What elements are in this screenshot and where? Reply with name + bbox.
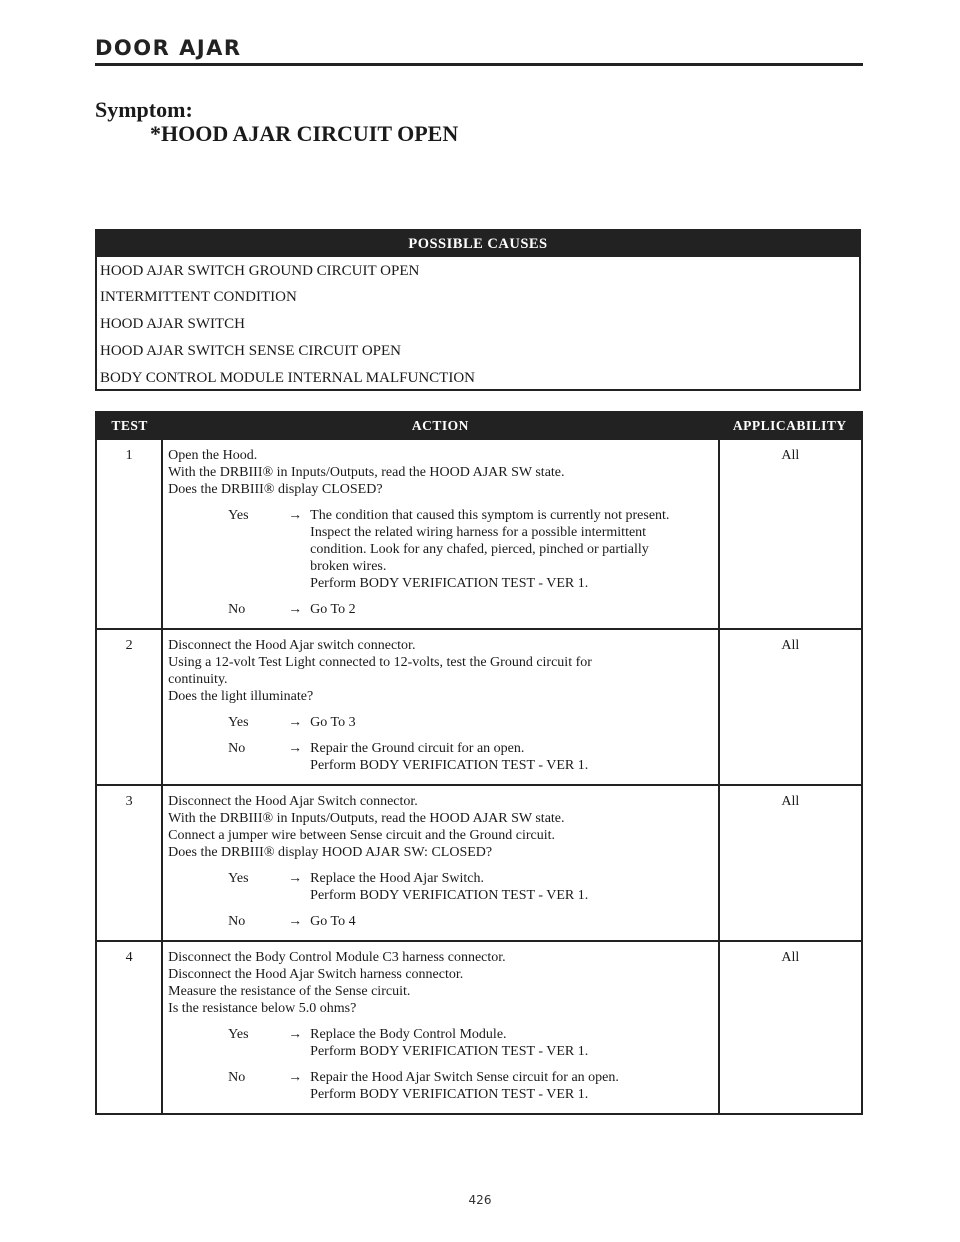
result-text bbox=[310, 913, 712, 930]
result-branch bbox=[168, 1026, 712, 1060]
result-text bbox=[310, 1069, 712, 1103]
result-branch bbox=[168, 1069, 712, 1103]
cause-item: HOOD AJAR SWITCH bbox=[100, 316, 246, 332]
action-line: Measure the resistance of the Sense circuit. bbox=[168, 984, 411, 999]
test-applicability: All bbox=[719, 439, 862, 629]
result-text-line: Repair the Ground circuit for an open. bbox=[310, 741, 525, 756]
arrow-right-icon: → bbox=[288, 741, 303, 756]
action-line: Does the light illuminate? bbox=[168, 689, 314, 704]
action-line: Disconnect the Body Control Module C3 harness connector. bbox=[168, 950, 506, 965]
action-line: Connect a jumper wire between Sense circuit and the Ground circuit. bbox=[168, 828, 555, 843]
result-text-line: Repair the Hood Ajar Switch Sense circuit for an open. bbox=[310, 1070, 619, 1085]
table-header-row bbox=[96, 412, 862, 439]
result-text-line: Perform BODY VERIFICATION TEST - VER 1. bbox=[310, 888, 589, 903]
result-text bbox=[310, 507, 712, 592]
result-answer: Yes bbox=[228, 508, 249, 523]
test-number: 4 bbox=[96, 941, 162, 1114]
result-text-line: Replace the Body Control Module. bbox=[310, 1027, 507, 1042]
action-line: Does the DRBIII® display CLOSED? bbox=[168, 482, 383, 497]
action-line: Disconnect the Hood Ajar switch connector. bbox=[168, 638, 416, 653]
result-text-line: Perform BODY VERIFICATION TEST - VER 1. bbox=[310, 1087, 589, 1102]
test-applicability: All bbox=[719, 785, 862, 941]
arrow-right-icon: → bbox=[288, 1070, 303, 1085]
result-answer: No bbox=[228, 741, 246, 756]
test-rows bbox=[96, 439, 862, 1114]
arrow-right-icon: → bbox=[288, 914, 303, 929]
table-row bbox=[96, 941, 862, 1114]
result-answer: No bbox=[228, 914, 246, 929]
result-text-line: Perform BODY VERIFICATION TEST - VER 1. bbox=[310, 1044, 589, 1059]
result-branch bbox=[168, 507, 712, 592]
action-line: Using a 12-volt Test Light connected to 12-volts, test the Ground circuit for bbox=[168, 655, 592, 670]
cause-item: BODY CONTROL MODULE INTERNAL MALFUNCTION bbox=[100, 370, 475, 386]
test-action bbox=[162, 941, 718, 1114]
test-applicability: All bbox=[719, 629, 862, 785]
cause-item: HOOD AJAR SWITCH SENSE CIRCUIT OPEN bbox=[100, 343, 401, 359]
result-text bbox=[310, 714, 712, 731]
result-branch bbox=[168, 870, 712, 904]
action-line: Open the Hood. bbox=[168, 448, 258, 463]
action-line: Is the resistance below 5.0 ohms? bbox=[168, 1001, 357, 1016]
result-branch bbox=[168, 740, 712, 774]
table-row bbox=[96, 439, 862, 629]
result-text-line: The condition that caused this symptom is currently not present. bbox=[310, 508, 670, 523]
test-number: 3 bbox=[96, 785, 162, 941]
arrow-right-icon: → bbox=[288, 871, 303, 886]
symptom-title: *HOOD AJAR CIRCUIT OPEN bbox=[150, 121, 459, 146]
result-text bbox=[310, 601, 712, 618]
result-answer: Yes bbox=[228, 1027, 249, 1042]
action-line: Disconnect the Hood Ajar Switch connector. bbox=[168, 794, 418, 809]
action-line: With the DRBIII® in Inputs/Outputs, read the HOOD AJAR SW state. bbox=[168, 465, 565, 480]
cause-item: HOOD AJAR SWITCH GROUND CIRCUIT OPEN bbox=[100, 263, 420, 279]
result-answer: No bbox=[228, 602, 246, 617]
symptom-label: Symptom: bbox=[95, 97, 193, 122]
arrow-right-icon: → bbox=[288, 1027, 303, 1042]
test-applicability: All bbox=[719, 941, 862, 1114]
possible-causes-box bbox=[95, 229, 861, 391]
cause-item: INTERMITTENT CONDITION bbox=[100, 289, 297, 305]
action-line: With the DRBIII® in Inputs/Outputs, read the HOOD AJAR SW state. bbox=[168, 811, 565, 826]
result-text-line: Perform BODY VERIFICATION TEST - VER 1. bbox=[310, 576, 589, 591]
section-header: DOOR AJAR bbox=[95, 36, 863, 66]
test-number: 1 bbox=[96, 439, 162, 629]
result-text-line: Go To 2 bbox=[310, 602, 356, 617]
result-text-line: Perform BODY VERIFICATION TEST - VER 1. bbox=[310, 758, 589, 773]
result-text-line: broken wires. bbox=[310, 559, 387, 574]
action-line: continuity. bbox=[168, 672, 228, 687]
result-text-line: Go To 3 bbox=[310, 715, 356, 730]
result-answer: Yes bbox=[228, 715, 249, 730]
result-text-line: Replace the Hood Ajar Switch. bbox=[310, 871, 484, 886]
arrow-right-icon: → bbox=[288, 602, 303, 617]
test-procedure-table bbox=[95, 411, 863, 1115]
result-answer: Yes bbox=[228, 871, 249, 886]
possible-causes-heading: POSSIBLE CAUSES bbox=[97, 231, 859, 257]
action-line: Does the DRBIII® display HOOD AJAR SW: CLOSED? bbox=[168, 845, 493, 860]
result-text bbox=[310, 740, 712, 774]
test-action bbox=[162, 785, 718, 941]
result-answer: No bbox=[228, 1070, 246, 1085]
table-row bbox=[96, 785, 862, 941]
header-test: TEST bbox=[96, 412, 162, 439]
test-number: 2 bbox=[96, 629, 162, 785]
header-applicability: APPLICABILITY bbox=[719, 412, 862, 439]
result-text-line: Inspect the related wiring harness for a possible intermittent bbox=[310, 525, 647, 540]
arrow-right-icon: → bbox=[288, 715, 303, 730]
result-text bbox=[310, 870, 712, 904]
result-text-line: Go To 4 bbox=[310, 914, 356, 929]
test-action bbox=[162, 629, 718, 785]
header-action: ACTION bbox=[162, 412, 718, 439]
table-row bbox=[96, 629, 862, 785]
arrow-right-icon: → bbox=[288, 508, 303, 523]
action-line: Disconnect the Hood Ajar Switch harness connector. bbox=[168, 967, 464, 982]
page-number: 426 bbox=[468, 1193, 492, 1207]
test-action bbox=[162, 439, 718, 629]
result-branch bbox=[168, 601, 712, 618]
result-branch bbox=[168, 913, 712, 930]
result-text bbox=[310, 1026, 712, 1060]
result-text-line: condition. Look for any chafed, pierced, pinched or partially bbox=[310, 542, 649, 557]
result-branch bbox=[168, 714, 712, 731]
